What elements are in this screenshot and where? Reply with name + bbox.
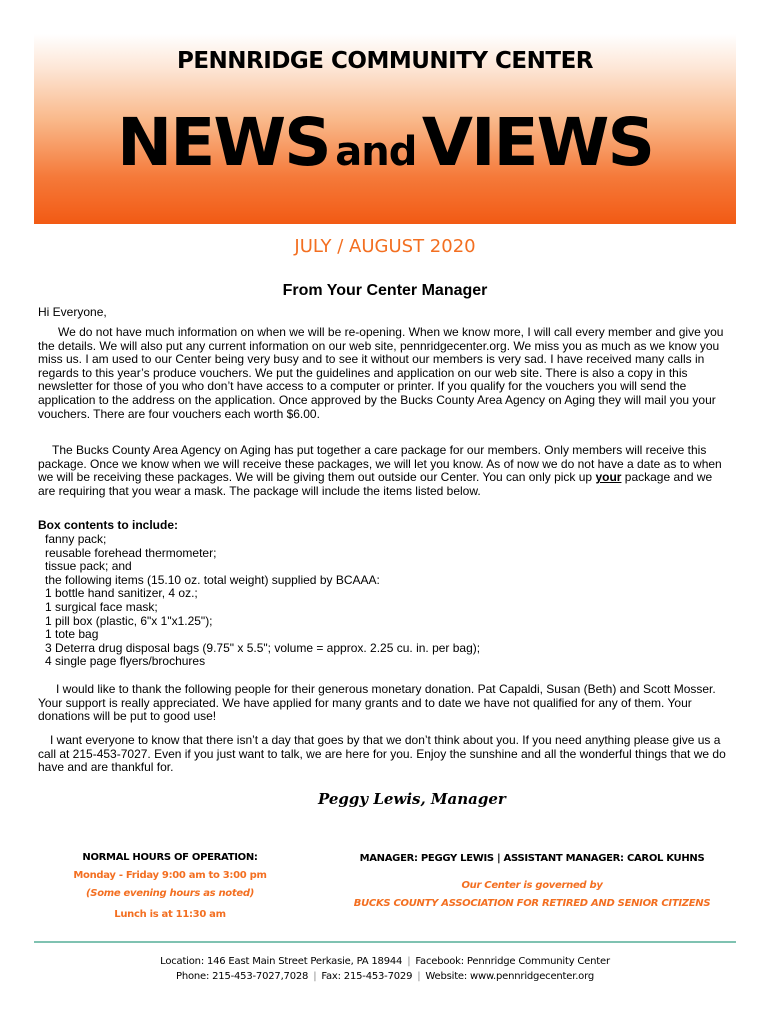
list-item: 1 pill box (plastic, 6"x 1"x1.25");	[45, 613, 213, 628]
fax-text: Fax: 215-453-7029	[321, 971, 413, 982]
contact-line-2	[0, 971, 770, 982]
website-text: Website: www.pennridgecenter.org	[425, 971, 594, 982]
title-and: and	[335, 129, 417, 175]
paragraph-4: I want everyone to know that there isn’t a day that goes by that we don’t think about you. If you need anything please give us a call at 215-453-7027. Even if you just want to talk, we are here for you. Enjoy the sunshine and all the wonderful things that we do have and are thankful for.	[38, 733, 726, 775]
article-heading: From Your Center Manager	[282, 282, 488, 299]
greeting: Hi Everyone,	[38, 305, 107, 319]
masthead-banner	[34, 34, 736, 224]
list-item: tissue pack; and	[45, 559, 132, 574]
facebook-text: Facebook: Pennridge Community Center	[415, 956, 610, 967]
title-views: VIEWS	[421, 104, 653, 181]
paragraph-3: I would like to thank the following people for their generous monetary donation. Pat Capaldi, Susan (Beth) and Scott Mosser. Your support is really appreciated. We have applied for many grants and to date we have not qualified for any of them. Your donations will be put to good use!	[38, 682, 716, 724]
hours-block	[70, 852, 270, 920]
paragraph-1: We do not have much information on when we will be re-opening. When we know more, I will call every member and give you the details. We will also put any current information on our web site, pennridgecenter.org. We miss you as much as we know you miss us. I am used to our Center being very busy and to see it without our members is very sad. I have received many calls in regards to this year’s produce vouchers. We put the guidelines and application on our web site. There is also a copy in this newsletter for those of you who don’t have access to a computer or printer. If you qualify for the vouchers you will send the application to the address on the application. Once approved by the Bucks County Area Agency on Aging they will mail you your vouchers. There are four vouchers each worth $6.00.	[38, 325, 724, 421]
list-item: fanny pack;	[45, 532, 107, 546]
hours-title: NORMAL HOURS OF OPERATION:	[82, 852, 258, 863]
list-item: 3 Deterra drug disposal bags (9.75" x 5.5"; volume = approx. 2.25 cu. in. per bag);	[45, 640, 481, 655]
manager-names: MANAGER: PEGGY LEWIS | ASSISTANT MANAGER: CAROL KUHNS	[359, 853, 705, 864]
box-contents-heading: Box contents to include:	[38, 518, 179, 532]
list-item: reusable forehead thermometer;	[45, 545, 217, 560]
phone-text: Phone: 215-453-7027,7028	[176, 971, 309, 982]
location-text: Location: 146 East Main Street Perkasie, PA 18944	[160, 956, 403, 967]
contact-line-1	[0, 956, 770, 967]
hours-evening: (Some evening hours as noted)	[86, 888, 254, 899]
separator: |	[417, 971, 421, 982]
lunch-time: Lunch is at 11:30 am	[114, 909, 226, 920]
separator: |	[313, 971, 317, 982]
paragraph-2-end: package and we are requiring that you wear a mask. The package will include the items listed below.	[38, 470, 713, 498]
center-name: PENNRIDGE COMMUNITY CENTER	[176, 48, 593, 74]
title-news: NEWS	[117, 104, 330, 181]
paragraph-2-start: The Bucks County Area Agency on Aging has put together a care package for our members. Only members will receive this package. Once we know when we will receive these packages, we will let you know. As of now we do not have a date as to when we will be receiving these packages. We will be giving them out outside our Center. You can only pick up	[38, 443, 722, 485]
footer-divider	[34, 941, 736, 943]
list-item: 1 bottle hand sanitizer, 4 oz.;	[45, 586, 198, 601]
list-item: 4 single page flyers/brochures	[45, 654, 206, 669]
hours-weekday: Monday - Friday 9:00 am to 3:00 pm	[73, 870, 267, 881]
paragraph-2-emphasis: your	[595, 470, 622, 485]
separator: |	[407, 956, 411, 967]
association-name: BUCKS COUNTY ASSOCIATION FOR RETIRED AND SENIOR CITIZENS	[353, 898, 711, 909]
manager-signature: Peggy Lewis, Manager	[318, 790, 506, 808]
governed-by: Our Center is governed by	[461, 880, 603, 891]
paragraph-2	[38, 444, 732, 498]
list-item: the following items (15.10 oz. total weight) supplied by BCAAA:	[45, 572, 380, 587]
newsletter-title	[34, 104, 736, 181]
list-item: 1 tote bag	[45, 627, 99, 642]
box-contents-list	[45, 533, 739, 669]
issue-date: JULY / AUGUST 2020	[294, 236, 476, 257]
management-block	[340, 852, 724, 909]
list-item: 1 surgical face mask;	[45, 599, 158, 614]
